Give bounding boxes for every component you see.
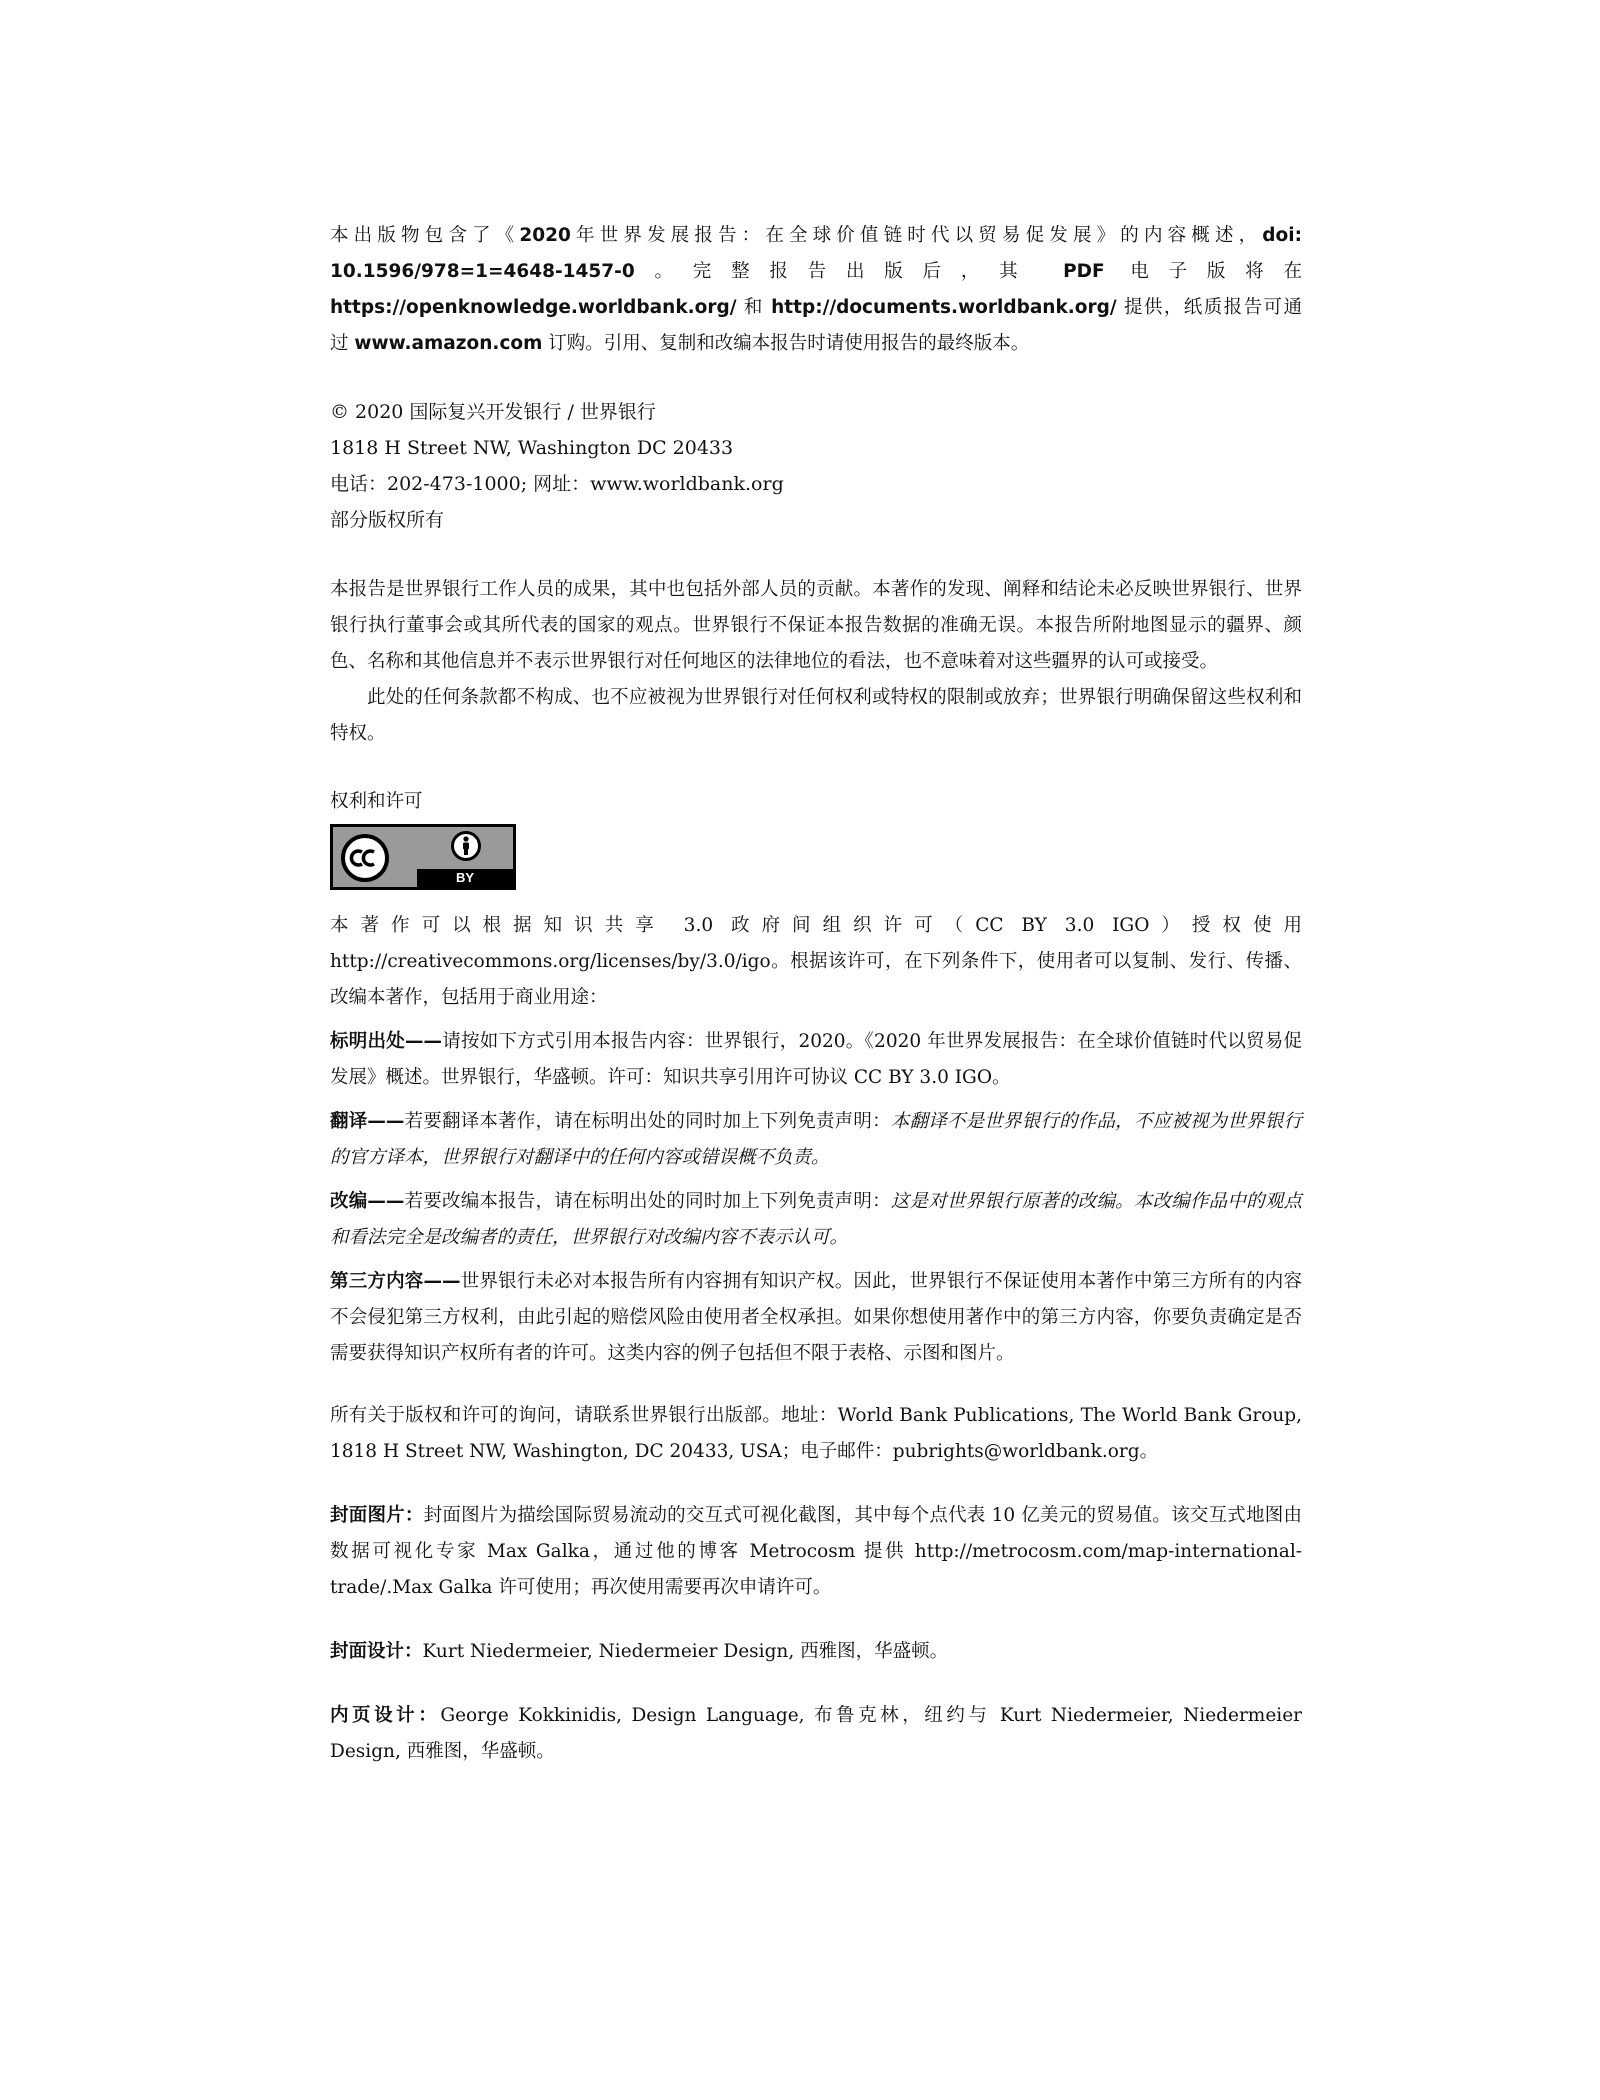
disclaimer-paragraph: 本报告是世界银行工作人员的成果，其中也包括外部人员的贡献。本著作的发现、阐释和结论未必反映世界银行、世界银行执行董事会或其所代表的国家的观点。世界银行不保证本报告数据的准确无误。本报告所附地图显示的疆界、颜色、名称和其他信息并不表示世界银行对任何地区的法律地位的看法，也不意味着对这些疆界的认可或接受。 — [330, 579, 1302, 672]
intro-text: 电子版将在 — [1130, 261, 1302, 282]
attribution-term — [330, 1024, 1302, 1096]
intro-text: 订购。引用、复制和改编本报告时请使用报告的最终版本。 — [548, 333, 1030, 354]
license-statement: 本著作可以根据知识共享 3.0 政府间组织许可（CC BY 3.0 IGO）授权使用 http://creativecommons.org/licenses/by/3.0/igo。根据该许可，在下列条件下，使用者可以复制、发行、传播、改编本著作，包括用于商业用途： — [330, 915, 1302, 1008]
rights-inquiry: 所有关于版权和许可的询问，请联系世界银行出版部。地址：World Bank Publications, The World Bank Group, 1818 H Street NW, Washington, DC 20433, USA；电子邮件：pubrights@worldbank.org。 — [330, 1405, 1302, 1462]
disclaimer — [330, 572, 1302, 752]
intro-text: 本出版物包含了《 — [330, 225, 520, 246]
term-label: 第三方内容—— — [330, 1271, 461, 1292]
credit-text: Kurt Niedermeier, Niedermeier Design, 西雅图，华盛顿。 — [422, 1641, 949, 1662]
credit-label: 封面设计： — [330, 1641, 423, 1662]
credit-text: George Kokkinidis, Design Language, 布鲁克林，纽约与 Kurt Niedermeier, Niedermeier Design, 西雅图，华盛顿。 — [330, 1705, 1302, 1762]
by-label: BY — [455, 870, 475, 885]
intro-paragraph — [330, 218, 1302, 362]
cover-design-credit — [330, 1634, 1302, 1670]
translation-term — [330, 1104, 1302, 1176]
term-disclaimer: 本翻译不是世界银行的作品，不应被视为世界银行的官方译本，世界银行对翻译中的任何内容或错误概不负责。 — [330, 1111, 1302, 1168]
term-label: 标明出处—— — [330, 1031, 442, 1052]
doi: doi: 10.1596/978=1=4648-1457-0 — [330, 225, 1302, 282]
rights-heading: 权利和许可 — [330, 791, 423, 812]
term-label: 翻译—— — [330, 1111, 405, 1132]
rights-reserved: 部分版权所有 — [330, 509, 445, 531]
publisher-address — [330, 394, 1302, 538]
term-disclaimer: 这是对世界银行原著的改编。本改编作品中的观点和看法完全是改编者的责任，世界银行对改编内容不表示认可。 — [330, 1191, 1302, 1248]
interior-design-credit — [330, 1698, 1302, 1770]
credit-label: 封面图片： — [330, 1505, 424, 1526]
cc-by-license-icon — [330, 824, 516, 890]
pdf-label: PDF — [1063, 261, 1105, 282]
credit-text: 封面图片为描绘国际贸易流动的交互式可视化截图，其中每个点代表 10 亿美元的贸易值。该交互式地图由数据可视化专家 Max Galka，通过他的博客 Metrocosm 提供 http://metrocosm.com/map-international-trade/.Max Galka 许可使用；再次使用需要再次申请许可。 — [330, 1505, 1302, 1598]
term-text: 请按如下方式引用本报告内容：世界银行，2020。《2020 年世界发展报告：在全球价值链时代以贸易促发展》概述。世界银行，华盛顿。许可：知识共享引用许可协议 CC BY 3.0 IGO。 — [330, 1031, 1302, 1088]
openknowledge-link[interactable]: https://openknowledge.worldbank.org/ — [330, 297, 737, 318]
amazon-link[interactable]: www.amazon.com — [354, 333, 543, 354]
page-content — [330, 218, 1302, 1770]
street-address: 1818 H Street NW, Washington DC 20433 — [330, 437, 734, 459]
term-text: 若要改编本报告，请在标明出处的同时加上下列免责声明： — [404, 1191, 891, 1212]
intro-text: 提供，纸质报告可通过 — [330, 297, 1302, 354]
term-text: 若要翻译本著作，请在标明出处的同时加上下列免责声明： — [404, 1111, 891, 1132]
credit-label: 内页设计： — [330, 1705, 441, 1726]
attribution-person-icon — [451, 831, 481, 861]
report-year: 2020 — [519, 225, 571, 246]
intro-text: 。完整报告出版后，其 — [634, 261, 1038, 282]
disclaimer-paragraph: 此处的任何条款都不构成、也不应被视为世界银行对任何权利或特权的限制或放弃；世界银行明确保留这些权利和特权。 — [330, 687, 1302, 744]
intro-text: 和 — [743, 297, 764, 318]
adaptation-term — [330, 1184, 1302, 1256]
term-text: 世界银行未必对本报告所有内容拥有知识产权。因此，世界银行不保证使用本著作中第三方所有的内容不会侵犯第三方权利，由此引起的赔偿风险由使用者全权承担。如果你想使用著作中的第三方内容，你要负责确定是否需要获得知识产权所有者的许可。这类内容的例子包括但不限于表格、示图和图片。 — [330, 1271, 1302, 1364]
copyright-line: © 2020 国际复兴开发银行 / 世界银行 — [330, 401, 656, 423]
cover-image-credit — [330, 1498, 1302, 1606]
cc-icon — [341, 834, 389, 882]
intro-text: 年世界发展报告：在全球价值链时代以贸易促发展》的内容概述， — [570, 225, 1263, 246]
contact-line: 电话：202-473-1000; 网址：www.worldbank.org — [330, 473, 784, 495]
third-party-term — [330, 1264, 1302, 1372]
documents-link[interactable]: http://documents.worldbank.org/ — [771, 297, 1117, 318]
term-label: 改编—— — [330, 1191, 405, 1212]
